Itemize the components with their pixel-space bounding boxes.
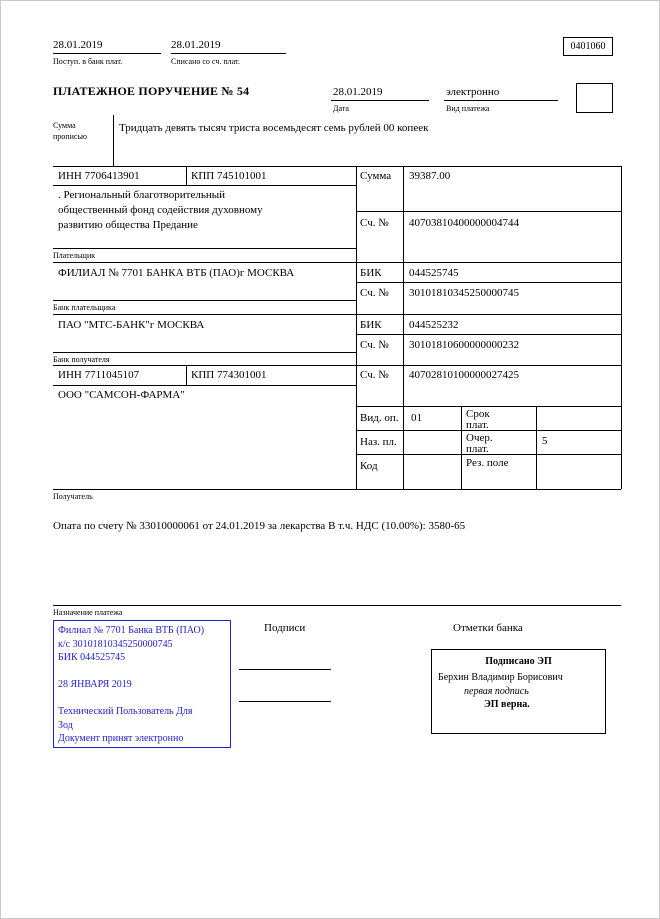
payee-bank-account-label: Сч. № bbox=[360, 339, 389, 351]
sum-value: 39387.00 bbox=[409, 170, 451, 182]
op-kind-value: 01 bbox=[411, 412, 422, 424]
table-border bbox=[461, 406, 462, 489]
bank-stamp-line: Документ принят электронно bbox=[58, 733, 184, 744]
payer-inn: ИНН 7706413901 bbox=[58, 170, 140, 182]
esign-signer-name: Берхин Владимир Борисович bbox=[438, 672, 563, 683]
payee-name: ООО "САМСОН-ФАРМА" bbox=[58, 389, 185, 401]
payer-name-line-3: развитию общества Предание bbox=[58, 219, 198, 231]
order-label-2: плат. bbox=[466, 443, 489, 455]
payment-purpose-text: Опата по счету № 33010000061 от 24.01.2019 за лекарства В т.ч. НДС (10.00%): 3580-65 bbox=[53, 520, 466, 532]
esign-title: Подписано ЭП bbox=[485, 656, 552, 667]
table-border bbox=[356, 211, 621, 212]
signature-line-1 bbox=[239, 669, 331, 670]
table-border bbox=[356, 166, 357, 489]
payee-bank-account: 30101810600000000232 bbox=[409, 339, 519, 351]
bank-stamp-line bbox=[58, 665, 226, 679]
payer-account: 40703810400000004744 bbox=[409, 217, 519, 229]
payer-bank-account: 30101810345250000745 bbox=[409, 287, 519, 299]
order-value: 5 bbox=[542, 435, 548, 447]
payee-section-label: Получатель bbox=[53, 492, 93, 501]
payee-bank-section-label: Банк получателя bbox=[53, 355, 110, 364]
divider bbox=[171, 53, 286, 54]
payee-bank-name: ПАО "МТС-БАНК"г МОСКВА bbox=[58, 319, 205, 331]
bank-stamp-line: к/с 30101810345250000745 bbox=[58, 638, 173, 650]
table-border bbox=[621, 166, 622, 489]
sum-label: Сумма bbox=[360, 170, 392, 182]
table-border bbox=[356, 282, 621, 283]
bank-stamp-line: Технический Пользователь Для bbox=[58, 706, 193, 717]
document-title: ПЛАТЕЖНОЕ ПОРУЧЕНИЕ № 54 bbox=[53, 84, 250, 98]
payee-inn: ИНН 7711045107 bbox=[58, 369, 140, 381]
received-date-label: Поступ. в банк плат. bbox=[53, 57, 123, 66]
bank-stamp-line: 28 ЯНВАРЯ 2019 bbox=[58, 679, 132, 690]
table-border bbox=[53, 365, 621, 366]
esign-stamp-box bbox=[431, 649, 606, 734]
payer-section-label: Плательщик bbox=[53, 251, 96, 260]
divider bbox=[331, 100, 429, 101]
amount-in-words: Тридцать девять тысяч триста восемьдесят семь рублей 00 копеек bbox=[119, 122, 429, 134]
signatures-title: Подписи bbox=[264, 622, 306, 634]
payee-account-label: Сч. № bbox=[360, 369, 389, 381]
payer-account-label: Сч. № bbox=[360, 217, 389, 229]
divider bbox=[53, 53, 161, 54]
status-box bbox=[576, 83, 613, 113]
code-label: Код bbox=[360, 460, 378, 472]
table-border bbox=[53, 248, 356, 249]
table-border bbox=[53, 489, 621, 490]
payment-kind: электронно bbox=[446, 86, 500, 98]
payer-bank-section-label: Банк плательщика bbox=[53, 303, 116, 312]
amount-words-label-1: Сумма bbox=[53, 121, 76, 130]
table-border bbox=[356, 334, 621, 335]
table-border bbox=[53, 385, 356, 386]
divider bbox=[53, 605, 621, 606]
reserve-field-label: Рез. поле bbox=[466, 457, 509, 469]
bank-stamp-line: БИК 044525745 bbox=[58, 652, 126, 663]
bank-stamp-box bbox=[53, 620, 231, 748]
bank-marks-title: Отметки банка bbox=[453, 622, 523, 634]
bank-stamp-line bbox=[58, 692, 226, 706]
pay-term-label-2: плат. bbox=[466, 419, 489, 431]
form-code: 0401060 bbox=[570, 41, 606, 52]
payee-kpp: КПП 774301001 bbox=[191, 369, 267, 381]
document-date: 28.01.2019 bbox=[333, 86, 383, 98]
date-label: Дата bbox=[333, 104, 349, 113]
payment-purpose-label: Назначение платежа bbox=[53, 608, 123, 617]
payer-name-line-1: . Региональный благотворительный bbox=[58, 189, 225, 201]
form-code-box bbox=[563, 37, 613, 56]
table-border bbox=[53, 314, 621, 315]
divider bbox=[113, 115, 114, 166]
table-border bbox=[356, 406, 621, 407]
divider bbox=[444, 100, 558, 101]
esign-signature-kind: первая подпись bbox=[464, 686, 529, 697]
bank-stamp-line: Зод bbox=[58, 719, 73, 731]
table-border bbox=[53, 185, 356, 186]
bank-stamp-line: Филиал № 7701 Банка ВТБ (ПАО) bbox=[58, 625, 205, 636]
payer-kpp: КПП 745101001 bbox=[191, 170, 267, 182]
debited-date-label: Списано со сч. плат. bbox=[171, 57, 240, 66]
payer-bank-name: ФИЛИАЛ № 7701 БАНКА ВТБ (ПАО)г МОСКВА bbox=[58, 267, 295, 279]
payer-bank-bik-label: БИК bbox=[360, 267, 382, 279]
order-label-1: Очер. bbox=[466, 432, 493, 444]
payee-bank-bik: 044525232 bbox=[409, 319, 459, 331]
table-border bbox=[186, 166, 187, 185]
table-border bbox=[53, 352, 356, 353]
payer-bank-account-label: Сч. № bbox=[360, 287, 389, 299]
payee-bank-bik-label: БИК bbox=[360, 319, 382, 331]
payee-account: 40702810100000027425 bbox=[409, 369, 519, 381]
table-border bbox=[53, 262, 621, 263]
payer-name-line-2: общественный фонд содействия духовному bbox=[58, 204, 263, 216]
table-border bbox=[536, 406, 537, 489]
table-border bbox=[403, 166, 404, 489]
payer-bank-bik: 044525745 bbox=[409, 267, 459, 279]
signature-line-2 bbox=[239, 701, 331, 702]
amount-words-label-2: прописью bbox=[53, 132, 88, 141]
esign-status: ЭП верна. bbox=[484, 699, 530, 710]
received-date: 28.01.2019 bbox=[53, 39, 103, 51]
payment-kind-label: Вид платежа bbox=[446, 104, 490, 113]
purpose-code-label: Наз. пл. bbox=[360, 436, 397, 448]
op-kind-label: Вид. оп. bbox=[360, 412, 399, 424]
debited-date: 28.01.2019 bbox=[171, 39, 221, 51]
table-border bbox=[186, 365, 187, 385]
pay-term-label-1: Срок bbox=[466, 408, 490, 420]
table-border bbox=[53, 166, 621, 167]
table-border bbox=[53, 300, 356, 301]
